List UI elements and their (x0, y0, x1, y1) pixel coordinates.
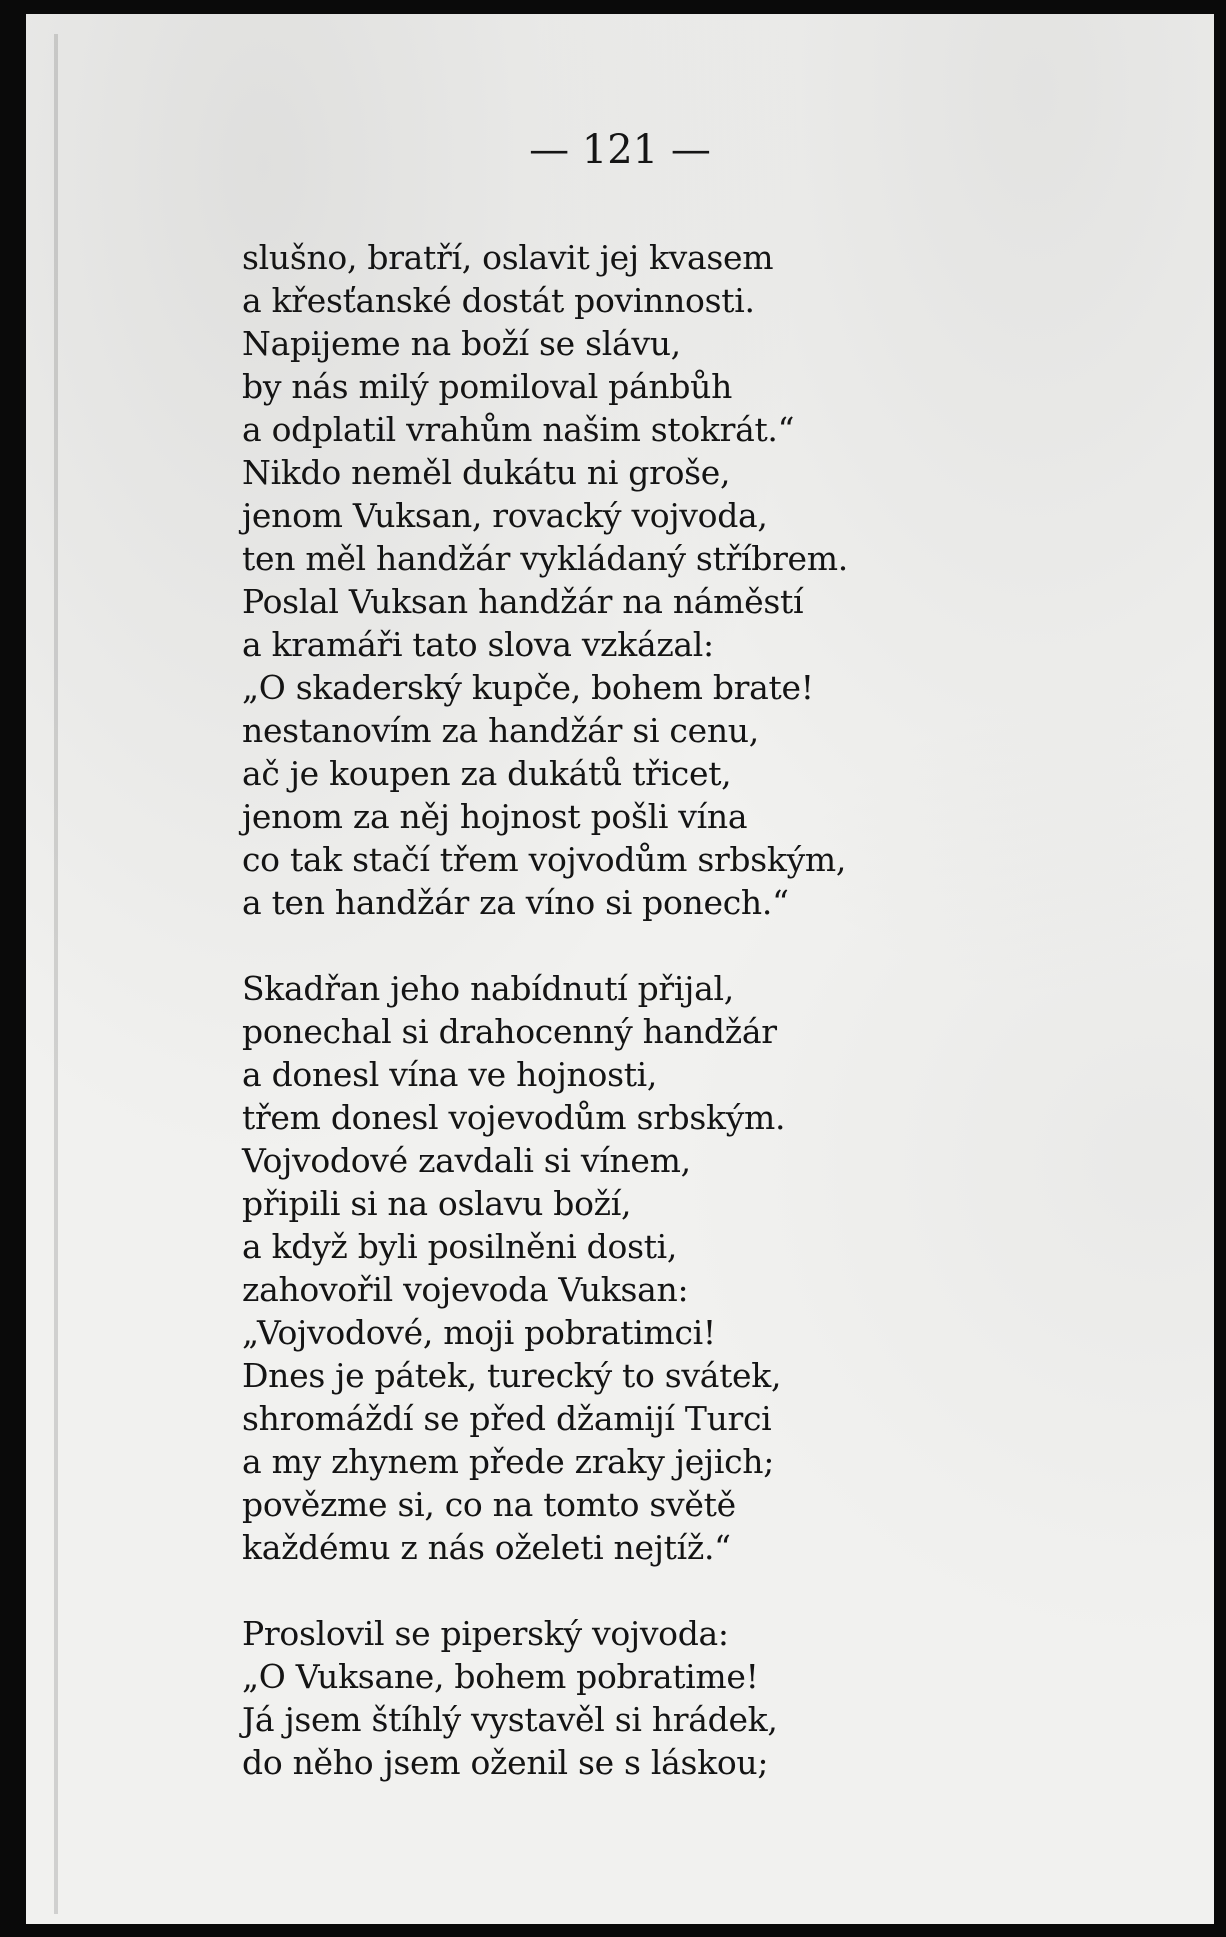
binding-shadow (54, 34, 58, 1914)
verse-line: třem donesl vojevodům srbským. (242, 1098, 786, 1137)
verse-line: Napijeme na boží se slávu, (242, 324, 681, 363)
stanza-3 (242, 1612, 1002, 1784)
verse-line: Poslal Vuksan handžár na náměstí (242, 582, 804, 621)
verse-line: a křesťanské dostát povinnosti. (242, 281, 755, 320)
verse-line: by nás milý pomiloval pánbůh (242, 367, 733, 406)
verse-line: a donesl vína ve hojnosti, (242, 1055, 658, 1094)
verse-line: do něho jsem oženil se s láskou; (242, 1743, 769, 1782)
verse-line: a kramáři tato slova vzkázal: (242, 625, 714, 664)
stanza-2 (242, 967, 1002, 1569)
verse-line: a když byli posilněni dosti, (242, 1227, 678, 1266)
verse-line: Skadřan jeho nabídnutí přijal, (242, 969, 734, 1008)
verse-line: nestanovím za handžár si cenu, (242, 711, 759, 750)
verse-line: každému z nás oželeti nejtíž.“ (242, 1528, 731, 1567)
verse-line: Dnes je pátek, turecký to svátek, (242, 1356, 782, 1395)
page-number: — 121 — (529, 127, 711, 173)
verse-line: „Vojvodové, moji pobratimci! (242, 1313, 716, 1352)
verse-line: „O Vuksane, bohem pobratime! (242, 1657, 759, 1696)
verse-line: a my zhynem přede zraky jejich; (242, 1442, 775, 1481)
book-page (26, 14, 1214, 1924)
verse-line: slušno, bratří, oslavit jej kvasem (242, 238, 774, 277)
verse-line: zahovořil vojevoda Vuksan: (242, 1270, 689, 1309)
stanza-1 (242, 236, 1002, 924)
verse-line: ten měl handžár vykládaný stříbrem. (242, 539, 848, 578)
verse-line: ač je koupen za dukátů třicet, (242, 754, 732, 793)
verse-line: a ten handžár za víno si ponech.“ (242, 883, 789, 922)
verse-line: Vojvodové zavdali si vínem, (242, 1141, 691, 1180)
poem-text (242, 236, 1002, 1784)
verse-line: Proslovil se piperský vojvoda: (242, 1614, 729, 1653)
verse-line: co tak stačí třem vojvodům srbským, (242, 840, 847, 879)
verse-line: „O skaderský kupče, bohem brate! (242, 668, 814, 707)
verse-line: povězme si, co na tomto světě (242, 1485, 736, 1524)
verse-line: jenom Vuksan, rovacký vojvoda, (242, 496, 768, 535)
verse-line: a odplatil vrahům našim stokrát.“ (242, 410, 795, 449)
verse-line: Já jsem štíhlý vystavěl si hrádek, (242, 1700, 778, 1739)
verse-line: ponechal si drahocenný handžár (242, 1012, 777, 1051)
verse-line: shromáždí se před džamijí Turci (242, 1399, 772, 1438)
verse-line: Nikdo neměl dukátu ni groše, (242, 453, 731, 492)
verse-line: připili si na oslavu boží, (242, 1184, 632, 1223)
verse-line: jenom za něj hojnost pošli vína (242, 797, 748, 836)
